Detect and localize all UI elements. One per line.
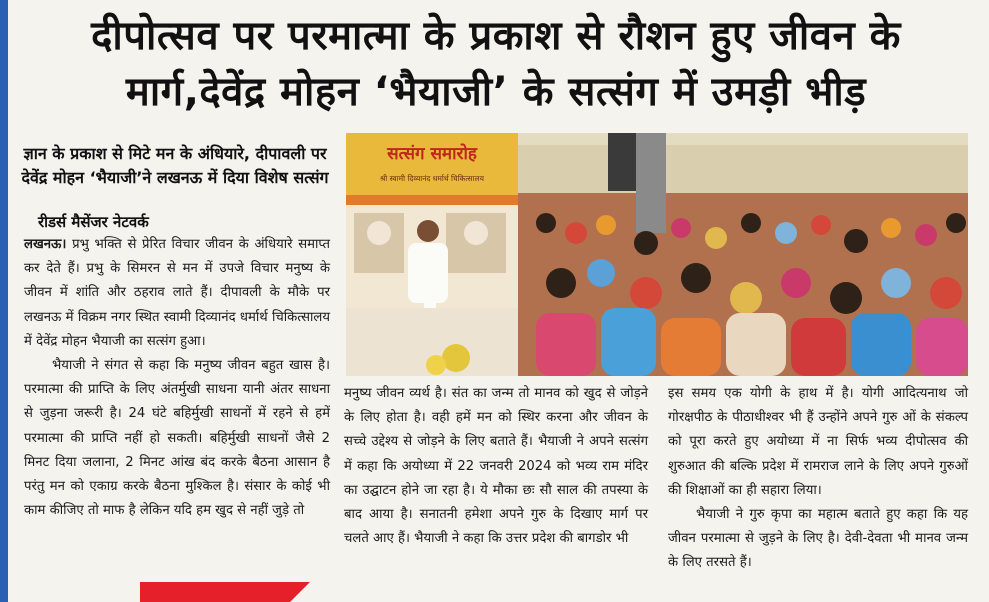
article-column-2 — [344, 382, 648, 551]
subheadline-line-2: देवेंद्र मोहन ‘भैयाजी’ने लखनऊ में दिया विशेष सत्संग — [21, 168, 329, 187]
article-column-1 — [24, 233, 330, 523]
marigold-garland — [346, 195, 518, 205]
accent-bar-tip — [290, 582, 310, 602]
banner-subtitle: श्री स्वामी दिव्यानंद धर्मार्थ चिकित्सालय — [379, 174, 485, 183]
event-banner — [346, 133, 518, 195]
paragraph: मनुष्य जीवन व्यर्थ है। संत का जन्म तो मानव को खुद से जोड़ने के लिए होता है। वही हमें मन को स्थिर करना और जीवन के सच्चे उद्देश्य से जोड़ने के लिए बताते हैं। भैयाजी ने अपने सत्संग में कहा कि अयोध्या में 22 जनवरी 2024 को भव्य राम मंदिर का उद्घाटन होने जा रहा है। ये मौका छः सौ साल की तपस्या के बाद आया है। सनातनी हमेशा अपने गुरु के दिखाए मार्ग पर चलते आए हैं। भैयाजी ने कहा कि उत्तर प्रदेश की बागडोर भी — [344, 386, 648, 547]
accent-bar — [140, 582, 290, 602]
paragraph: इस समय एक योगी के हाथ में है। योगी आदित्यनाथ जो गोरक्षपीठ के पीठाधीश्वर भी हैं उन्होंने अपने गुरु ओं के संकल्प को पूरा करते हुए अयोध्या में ना सिर्फ भव्य दीपोत्सव की शुरुआत की बल्कि प्रदेश में रामराज लाने के लिए अपने गुरुओं की शिक्षाओं का ही सहारा लिया। — [668, 386, 968, 498]
byline: रीडर्स मैसेंजर नेटवर्क — [38, 213, 149, 231]
paragraph — [24, 233, 330, 354]
flower-decoration — [442, 344, 470, 372]
event-photo — [346, 133, 968, 376]
paragraph: भैयाजी ने संगत से कहा कि मनुष्य जीवन बहुत खास है। परमात्मा की प्राप्ति के लिए अंतर्मुखी साधना यानी अंतर साधना से जुड़ना जरूरी है। 24 घंटे बहिर्मुखी साधनों में रहने से हमें परमात्मा की प्राप्ति नहीं हो सकती। बहिर्मुखी साधनों जैसे 2 मिनट दिया जलाना, 2 मिनट आंख बंद करके बैठना आसान है परंतु मन को एकाग्र करके बैठना मुश्किल है। संसार के कोई भी काम कीजिए तो माफ है लेकिन यदि हम खुद से नहीं जुड़े तो — [24, 358, 330, 519]
subheadline-line-1: ज्ञान के प्रकाश से मिटे मन के अंधियारे, दीपावली पर — [23, 144, 327, 163]
paragraph: भैयाजी ने गुरु कृपा का महात्म बताते हुए कहा कि यह जीवन परमात्मा से जुड़ने के लिए है। देवी-देवता भी मानव जन्म के लिए तरसते हैं। — [668, 507, 968, 571]
banner-title: सत्संग समारोह — [387, 144, 477, 164]
article-column-3 — [668, 382, 968, 576]
headline-line-2: मार्ग,देवेंद्र मोहन ‘भैयाजी’ के सत्संग में उमड़ी भीड़ — [125, 69, 867, 115]
page-edge-strip — [0, 0, 8, 602]
headline-line-1: दीपोत्सव पर परमात्मा के प्रकाश से रौशन हुए जीवन के — [91, 13, 901, 59]
pillar — [636, 133, 666, 233]
subheadline — [10, 142, 340, 190]
dateline: लखनऊ। — [24, 237, 67, 252]
headline — [12, 8, 980, 120]
paragraph-text: प्रभु भक्ति से प्रेरित विचार जीवन के अंधियारे समाप्त कर देते हैं। प्रभु के सिमरन से मन में उपजे विचार मनुष्य के जीवन में शांति और ठहराव लाते हैं। दीपावली के मौके पर लखनऊ में विक्रम नगर स्थित स्वामी दिव्यानंद धर्मार्थ चिकित्सालय में देवेंद्र मोहन भैयाजी का सत्संग हुआ। — [24, 237, 330, 349]
speaker-figure — [417, 220, 439, 242]
speaker-box — [608, 133, 638, 191]
event-photo-illustration — [346, 133, 968, 376]
